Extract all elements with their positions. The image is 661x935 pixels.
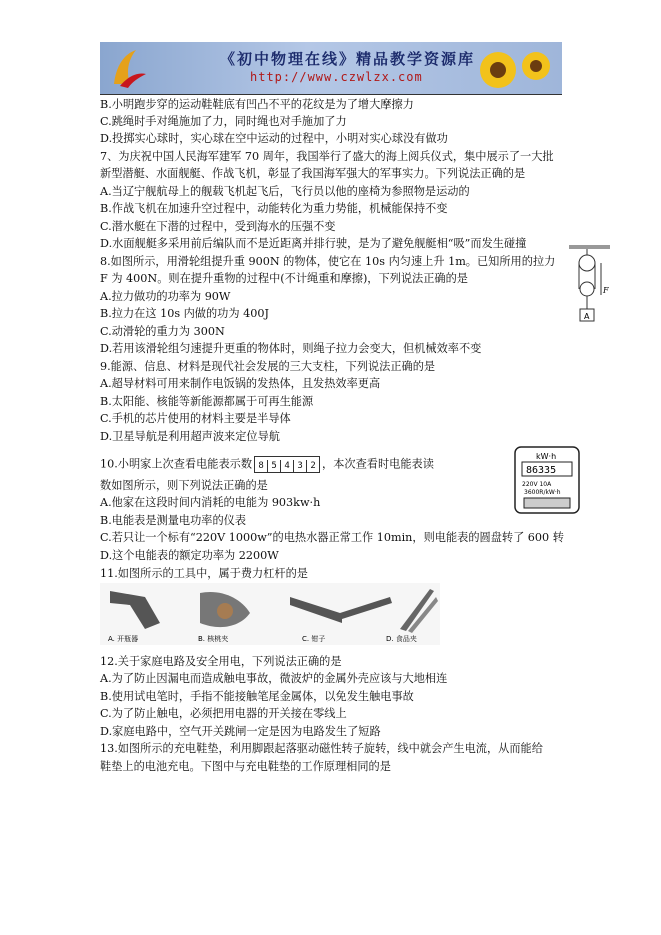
text-line: 7、为庆祝中国人民海军建军 70 周年，我国举行了盛大的海上阅兵仪式，集中展示了一大批 (100, 150, 554, 163)
meter-unit: kW·h (536, 452, 557, 461)
meter-spec: 220V 10A (522, 481, 552, 488)
header-rule (100, 94, 562, 95)
tool-label-d: D. 食品夹 (386, 635, 417, 643)
text-line: A.他家在这段时间内消耗的电能为 903kw·h (100, 496, 321, 509)
tool-label-c: C. 钳子 (302, 635, 326, 643)
text-line: C.手机的芯片使用的材料主要是半导体 (100, 412, 291, 425)
text-line: D.水面舰艇多采用前后编队而不是近距离并排行驶，是为了避免舰艇相“吸”而发生碰撞 (100, 237, 527, 250)
text-line: B.使用试电笔时，手指不能接触笔尾金属体，以免发生触电事故 (100, 690, 414, 703)
text-line: 9.能源、信息、材料是现代社会发展的三大支柱，下列说法正确的是 (100, 360, 436, 373)
digit: 5 (267, 460, 280, 472)
text-line: D.家庭电路中，空气开关跳闸一定是因为电路发生了短路 (100, 725, 381, 738)
q10-pre: 10.小明家上次查看电能表示数 (100, 457, 253, 471)
energy-meter-figure (514, 446, 580, 514)
text-line: A.当辽宁舰航母上的舰载飞机起飞后，飞行员以他的座椅为参照物是运动的 (100, 185, 470, 198)
text-line: B.电能表是测量电功率的仪表 (100, 514, 247, 527)
text-line: 11.如图所示的工具中，属于费力杠杆的是 (100, 567, 308, 580)
text-line: D.若用该滑轮组匀速提升更重的物体时，则绳子拉力会变大，但机械效率不变 (100, 342, 482, 355)
text-line: B.拉力在这 10s 内做的功为 400J (100, 307, 269, 320)
text-line: B.太阳能、核能等新能源都属于可再生能源 (100, 395, 314, 408)
text-line: A.超导材料可用来制作电饭锅的发热体，且发热效率更高 (100, 377, 381, 390)
text-line: 数如图所示，则下列说法正确的是 (100, 479, 268, 492)
sunflower-icon (468, 44, 558, 94)
digit: 8 (258, 461, 264, 471)
logo-icon (106, 46, 150, 90)
text-line: C.跳绳时手对绳施加了力，同时绳也对手施加了力 (100, 115, 347, 128)
previous-reading-box (254, 456, 320, 473)
banner-url: http://www.czwlzx.com (250, 70, 423, 84)
q10-stem-line (100, 456, 434, 473)
text-line: D.这个电能表的额定功率为 2200W (100, 549, 279, 562)
block-label: A (584, 312, 590, 321)
text-line: A.拉力做功的功率为 90W (100, 290, 231, 303)
text-line: B.小明跑步穿的运动鞋鞋底有凹凸不平的花纹是为了增大摩擦力 (100, 98, 414, 111)
q10-post: ，本次查看时电能表读 (322, 457, 434, 471)
meter-reading: 86335 (526, 465, 557, 476)
lever-tools-figure (100, 583, 440, 645)
tool-label-a: A. 开瓶器 (108, 635, 139, 643)
text-line: B.作战飞机在加速升空过程中，动能转化为重力势能，机械能保持不变 (100, 202, 448, 215)
digit: 4 (280, 460, 293, 472)
text-line: 8.如图所示，用滑轮组提升重 900N 的物体，使它在 10s 内匀速上升 1m。已知所用的拉力 (100, 255, 556, 268)
text-line: A.为了防止因漏电而造成触电事故，微波炉的金属外壳应该与大地相连 (100, 672, 448, 685)
text-line: C.若只让一个标有“220V 1000w”的电热水器正常工作 10min，则电能表的圆盘转了 600 转 (100, 531, 564, 544)
text-line: F 为 400N。则在提升重物的过程中(不计绳重和摩擦)，下列说法正确的是 (100, 272, 468, 285)
digit: 2 (306, 460, 319, 472)
text-line: 13.如图所示的充电鞋垫，利用脚跟起落驱动磁性转子旋转，线中就会产生电流，从而能给 (100, 742, 543, 755)
force-label: F (603, 286, 609, 295)
text-line: C.为了防止触电，必须把用电器的开关接在零线上 (100, 707, 347, 720)
text-line: D.投掷实心球时，实心球在空中运动的过程中，小明对实心球没有做功 (100, 132, 448, 145)
text-line: 12.关于家庭电路及安全用电，下列说法正确的是 (100, 655, 342, 668)
pulley-figure (567, 243, 612, 328)
text-line: D.卫星导航是利用超声波来定位导航 (100, 430, 280, 443)
banner-title: 《初中物理在线》精品教学资源库 (220, 50, 476, 68)
digit: 3 (293, 460, 306, 472)
text-line: C.潜水艇在下潜的过程中，受到海水的压强不变 (100, 220, 336, 233)
tool-label-b: B. 核桃夹 (198, 635, 229, 643)
meter-spec: 3600R/kW·h (524, 489, 561, 496)
text-line: 鞋垫上的电池充电。下图中与充电鞋垫的工作原理相同的是 (100, 760, 391, 773)
header-banner (100, 42, 562, 94)
text-line: C.动滑轮的重力为 300N (100, 325, 225, 338)
text-line: 新型潜艇、水面舰艇、作战飞机，彰显了我国海军强大的军事实力。下列说法正确的是 (100, 167, 526, 180)
